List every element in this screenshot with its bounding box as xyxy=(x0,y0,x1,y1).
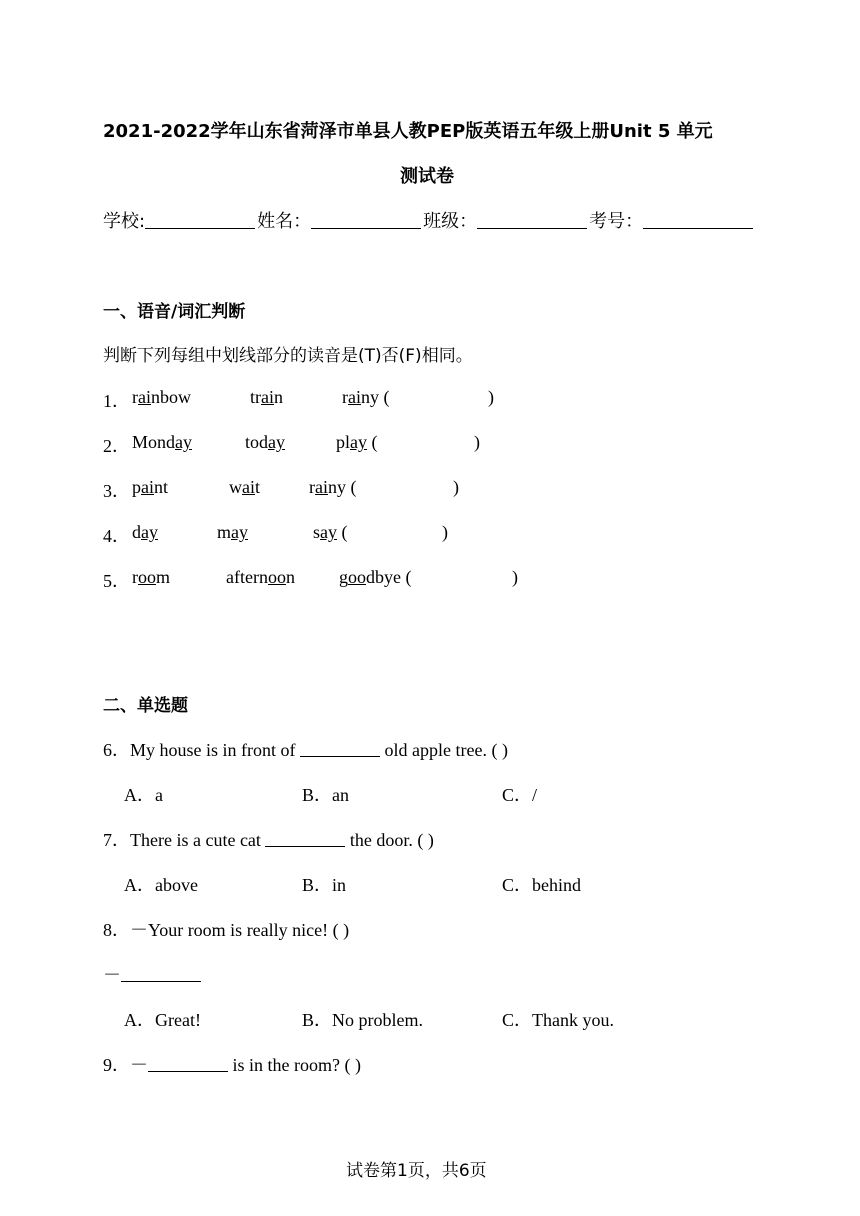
page-title-line1: 2021-2022学年山东省菏泽市单县人教PEP版英语五年级上册Unit 5 单元 xyxy=(103,121,713,142)
word-2: afternoon xyxy=(226,567,295,587)
school-label: 学校: xyxy=(103,211,146,232)
word-2: may xyxy=(217,522,249,542)
word-3: play ( xyxy=(336,432,378,452)
question-6: 6．My house is in front of old apple tree. ( ) xyxy=(103,740,508,760)
word-3: rainy ( xyxy=(342,387,390,407)
answer-close-paren: ) xyxy=(474,432,480,452)
page-footer: 试卷第1页，共6页 xyxy=(346,1161,487,1181)
question-9: 9．－ is in the room? ( ) xyxy=(103,1055,361,1075)
class-blank[interactable] xyxy=(477,210,587,229)
answer-close-paren: ) xyxy=(453,477,459,497)
q8-option-b[interactable]: B．No problem. xyxy=(302,1010,423,1030)
q7-option-c[interactable]: C．behind xyxy=(502,875,581,895)
word-1: Monday xyxy=(132,432,193,452)
phonics-number: 5． xyxy=(103,571,130,591)
section2-heading: 二、单选题 xyxy=(103,696,188,716)
name-blank[interactable] xyxy=(311,210,421,229)
section1-heading: 一、语音/词汇判断 xyxy=(103,302,246,322)
q8-option-c[interactable]: C．Thank you. xyxy=(502,1010,614,1030)
number-blank[interactable] xyxy=(643,210,753,229)
phonics-number: 3． xyxy=(103,481,130,501)
q8-blank[interactable] xyxy=(121,965,201,982)
answer-close-paren: ) xyxy=(512,567,518,587)
phonics-number: 4． xyxy=(103,526,130,546)
q8-option-a[interactable]: A．Great! xyxy=(124,1010,201,1030)
phonics-number: 1． xyxy=(103,391,130,411)
phonics-number: 2． xyxy=(103,436,130,456)
class-label: 班级： xyxy=(423,211,478,232)
question-8: 8．－Your room is really nice! ( ) xyxy=(103,920,350,940)
school-blank[interactable] xyxy=(145,210,255,229)
word-1: room xyxy=(132,567,171,587)
word-1: rainbow xyxy=(132,387,191,407)
answer-close-paren: ) xyxy=(442,522,448,542)
q6-option-b[interactable]: B．an xyxy=(302,785,349,805)
question-7: 7．There is a cute cat the door. ( ) xyxy=(103,830,434,850)
q6-blank[interactable] xyxy=(300,740,380,757)
q6-option-c[interactable]: C．/ xyxy=(502,785,538,805)
word-3: say ( xyxy=(313,522,348,542)
answer-close-paren: ) xyxy=(488,387,494,407)
q9-blank[interactable] xyxy=(148,1055,228,1072)
q6-option-a[interactable]: A．a xyxy=(124,785,163,805)
page-title-line2: 测试卷 xyxy=(400,166,454,187)
number-label: 考号： xyxy=(589,211,644,232)
student-info xyxy=(103,207,755,233)
section1-instruction: 判断下列每组中划线部分的读音是(T)否(F)相同。 xyxy=(103,346,473,366)
q7-blank[interactable] xyxy=(265,830,345,847)
word-2: train xyxy=(250,387,283,407)
word-3: goodbye ( xyxy=(339,567,412,587)
q7-option-b[interactable]: B．in xyxy=(302,875,347,895)
name-label: 姓名： xyxy=(257,211,312,232)
word-2: wait xyxy=(229,477,261,497)
q8-reply: － xyxy=(103,961,201,987)
word-2: today xyxy=(245,432,286,452)
word-1: day xyxy=(132,522,158,542)
q7-option-a[interactable]: A．above xyxy=(124,875,198,895)
word-3: rainy ( xyxy=(309,477,357,497)
word-1: paint xyxy=(132,477,169,497)
